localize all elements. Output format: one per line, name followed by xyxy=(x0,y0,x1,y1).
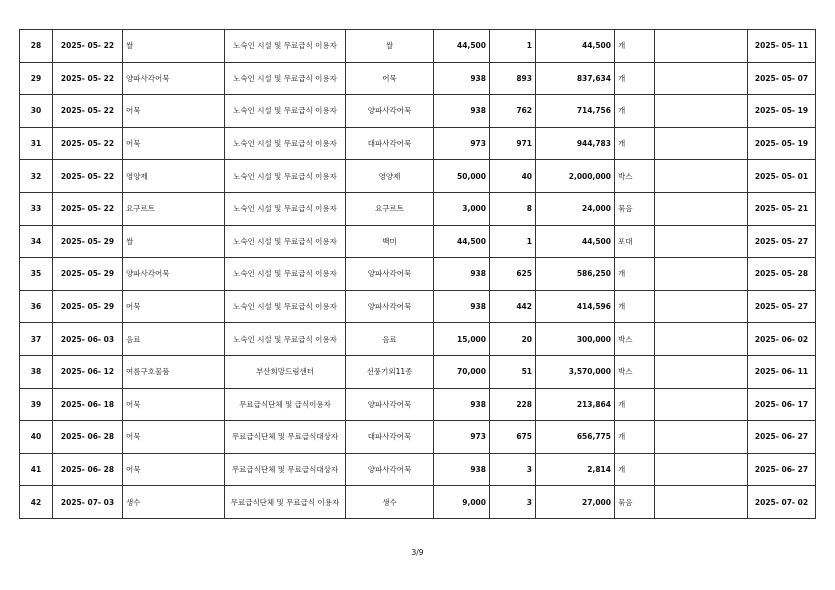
note-cell xyxy=(655,160,748,193)
note-cell xyxy=(655,258,748,291)
item-category-cell: 어묵 xyxy=(123,95,225,128)
note-cell xyxy=(655,192,748,225)
total-amount-cell: 586,250 xyxy=(536,258,615,291)
unit-price-cell: 9,000 xyxy=(434,486,490,519)
unit-cell: 개 xyxy=(615,388,655,421)
item-name-cell: 음료 xyxy=(346,323,434,356)
recipient-cell: 무료급식단체 및 무료급식대상자 xyxy=(225,453,346,486)
page-number: 3/9 xyxy=(411,548,424,557)
quantity-cell: 1 xyxy=(490,30,536,63)
unit-cell: 개 xyxy=(615,258,655,291)
row-number-cell: 40 xyxy=(20,421,53,454)
item-name-cell: 생수 xyxy=(346,486,434,519)
quantity-cell: 20 xyxy=(490,323,536,356)
total-amount-cell: 714,756 xyxy=(536,95,615,128)
distribution-date-cell: 2025- 05- 29 xyxy=(53,225,123,258)
table-row xyxy=(20,127,816,160)
recipient-cell: 노숙인 시설 및 무료급식 이용자 xyxy=(225,127,346,160)
unit-cell: 개 xyxy=(615,453,655,486)
unit-price-cell: 938 xyxy=(434,388,490,421)
quantity-cell: 8 xyxy=(490,192,536,225)
unit-price-cell: 50,000 xyxy=(434,160,490,193)
distribution-date-cell: 2025- 05- 22 xyxy=(53,192,123,225)
note-cell xyxy=(655,486,748,519)
note-cell xyxy=(655,388,748,421)
total-amount-cell: 656,775 xyxy=(536,421,615,454)
table-body xyxy=(20,30,816,519)
quantity-cell: 1 xyxy=(490,225,536,258)
receipt-date-cell: 2025- 06- 02 xyxy=(748,323,816,356)
distribution-date-cell: 2025- 07- 03 xyxy=(53,486,123,519)
receipt-date-cell: 2025- 05- 27 xyxy=(748,290,816,323)
item-category-cell: 양파사각어묵 xyxy=(123,62,225,95)
table-row xyxy=(20,192,816,225)
unit-cell: 묶음 xyxy=(615,486,655,519)
distribution-date-cell: 2025- 05- 22 xyxy=(53,160,123,193)
total-amount-cell: 44,500 xyxy=(536,30,615,63)
row-number-cell: 35 xyxy=(20,258,53,291)
receipt-date-cell: 2025- 05- 07 xyxy=(748,62,816,95)
distribution-date-cell: 2025- 05- 22 xyxy=(53,62,123,95)
unit-price-cell: 938 xyxy=(434,453,490,486)
recipient-cell: 노숙인 시설 및 무료급식 이용자 xyxy=(225,290,346,323)
quantity-cell: 971 xyxy=(490,127,536,160)
quantity-cell: 228 xyxy=(490,388,536,421)
unit-cell: 묶음 xyxy=(615,192,655,225)
distribution-date-cell: 2025- 05- 22 xyxy=(53,127,123,160)
note-cell xyxy=(655,290,748,323)
unit-price-cell: 938 xyxy=(434,290,490,323)
unit-cell: 개 xyxy=(615,127,655,160)
item-category-cell: 어묵 xyxy=(123,290,225,323)
note-cell xyxy=(655,127,748,160)
table-row xyxy=(20,160,816,193)
unit-cell: 개 xyxy=(615,290,655,323)
unit-price-cell: 938 xyxy=(434,95,490,128)
table-row xyxy=(20,290,816,323)
item-category-cell: 어묵 xyxy=(123,127,225,160)
recipient-cell: 부산희망드림센터 xyxy=(225,355,346,388)
recipient-cell: 노숙인 시설 및 무료급식 이용자 xyxy=(225,160,346,193)
row-number-cell: 33 xyxy=(20,192,53,225)
item-name-cell: 양파사각어묵 xyxy=(346,95,434,128)
table-row xyxy=(20,355,816,388)
note-cell xyxy=(655,95,748,128)
item-name-cell: 대파사각어묵 xyxy=(346,421,434,454)
item-category-cell: 쌀 xyxy=(123,30,225,63)
donation-table xyxy=(19,29,816,519)
unit-price-cell: 44,500 xyxy=(434,225,490,258)
receipt-date-cell: 2025- 05- 21 xyxy=(748,192,816,225)
receipt-date-cell: 2025- 05- 01 xyxy=(748,160,816,193)
item-category-cell: 여름구호물품 xyxy=(123,355,225,388)
table-row xyxy=(20,486,816,519)
quantity-cell: 762 xyxy=(490,95,536,128)
row-number-cell: 36 xyxy=(20,290,53,323)
total-amount-cell: 300,000 xyxy=(536,323,615,356)
row-number-cell: 38 xyxy=(20,355,53,388)
note-cell xyxy=(655,421,748,454)
unit-price-cell: 15,000 xyxy=(434,323,490,356)
item-category-cell: 생수 xyxy=(123,486,225,519)
distribution-date-cell: 2025- 05- 29 xyxy=(53,258,123,291)
item-category-cell: 어묵 xyxy=(123,453,225,486)
total-amount-cell: 27,000 xyxy=(536,486,615,519)
distribution-date-cell: 2025- 06- 28 xyxy=(53,453,123,486)
table-row xyxy=(20,388,816,421)
distribution-date-cell: 2025- 05- 22 xyxy=(53,30,123,63)
item-name-cell: 백미 xyxy=(346,225,434,258)
recipient-cell: 노숙인 시설 및 무료급식 이용자 xyxy=(225,225,346,258)
total-amount-cell: 24,000 xyxy=(536,192,615,225)
note-cell xyxy=(655,453,748,486)
note-cell xyxy=(655,323,748,356)
total-amount-cell: 44,500 xyxy=(536,225,615,258)
quantity-cell: 51 xyxy=(490,355,536,388)
item-name-cell: 양파사각어묵 xyxy=(346,258,434,291)
recipient-cell: 무료급식단체 및 급식이용자 xyxy=(225,388,346,421)
receipt-date-cell: 2025- 06- 11 xyxy=(748,355,816,388)
receipt-date-cell: 2025- 06- 27 xyxy=(748,453,816,486)
receipt-date-cell: 2025- 05- 28 xyxy=(748,258,816,291)
total-amount-cell: 3,570,000 xyxy=(536,355,615,388)
distribution-date-cell: 2025- 06- 18 xyxy=(53,388,123,421)
row-number-cell: 29 xyxy=(20,62,53,95)
item-category-cell: 영양제 xyxy=(123,160,225,193)
recipient-cell: 노숙인 시설 및 무료급식 이용자 xyxy=(225,192,346,225)
item-category-cell: 어묵 xyxy=(123,388,225,421)
unit-price-cell: 44,500 xyxy=(434,30,490,63)
row-number-cell: 31 xyxy=(20,127,53,160)
recipient-cell: 노숙인 시설 및 무료급식 이용자 xyxy=(225,323,346,356)
recipient-cell: 노숙인 시설 및 무료급식 이용자 xyxy=(225,62,346,95)
note-cell xyxy=(655,30,748,63)
item-name-cell: 영양제 xyxy=(346,160,434,193)
row-number-cell: 32 xyxy=(20,160,53,193)
item-name-cell: 대파사각어묵 xyxy=(346,127,434,160)
receipt-date-cell: 2025- 05- 19 xyxy=(748,127,816,160)
total-amount-cell: 414,596 xyxy=(536,290,615,323)
total-amount-cell: 213,864 xyxy=(536,388,615,421)
recipient-cell: 무료급식단체 및 무료급식대상자 xyxy=(225,421,346,454)
receipt-date-cell: 2025- 05- 27 xyxy=(748,225,816,258)
distribution-date-cell: 2025- 06- 12 xyxy=(53,355,123,388)
quantity-cell: 675 xyxy=(490,421,536,454)
quantity-cell: 3 xyxy=(490,453,536,486)
table-row xyxy=(20,62,816,95)
unit-cell: 박스 xyxy=(615,323,655,356)
item-name-cell: 요구르트 xyxy=(346,192,434,225)
item-name-cell: 양파사각어묵 xyxy=(346,453,434,486)
unit-price-cell: 3,000 xyxy=(434,192,490,225)
total-amount-cell: 2,814 xyxy=(536,453,615,486)
recipient-cell: 노숙인 시설 및 무료급식 이용자 xyxy=(225,30,346,63)
row-number-cell: 37 xyxy=(20,323,53,356)
receipt-date-cell: 2025- 05- 19 xyxy=(748,95,816,128)
unit-cell: 개 xyxy=(615,95,655,128)
unit-cell: 박스 xyxy=(615,160,655,193)
unit-cell: 개 xyxy=(615,62,655,95)
table-row xyxy=(20,30,816,63)
note-cell xyxy=(655,355,748,388)
item-name-cell: 쌀 xyxy=(346,30,434,63)
receipt-date-cell: 2025- 05- 11 xyxy=(748,30,816,63)
row-number-cell: 39 xyxy=(20,388,53,421)
item-name-cell: 양파사각어묵 xyxy=(346,290,434,323)
table-row xyxy=(20,421,816,454)
item-category-cell: 음료 xyxy=(123,323,225,356)
quantity-cell: 40 xyxy=(490,160,536,193)
unit-price-cell: 973 xyxy=(434,421,490,454)
item-category-cell: 쌀 xyxy=(123,225,225,258)
receipt-date-cell: 2025- 06- 27 xyxy=(748,421,816,454)
distribution-date-cell: 2025- 06- 28 xyxy=(53,421,123,454)
total-amount-cell: 944,783 xyxy=(536,127,615,160)
row-number-cell: 41 xyxy=(20,453,53,486)
table-row xyxy=(20,95,816,128)
recipient-cell: 노숙인 시설 및 무료급식 이용자 xyxy=(225,258,346,291)
item-category-cell: 요구르트 xyxy=(123,192,225,225)
item-name-cell: 선풍기외11종 xyxy=(346,355,434,388)
row-number-cell: 28 xyxy=(20,30,53,63)
row-number-cell: 34 xyxy=(20,225,53,258)
unit-price-cell: 938 xyxy=(434,62,490,95)
recipient-cell: 노숙인 시설 및 무료급식 이용자 xyxy=(225,95,346,128)
item-name-cell: 어묵 xyxy=(346,62,434,95)
note-cell xyxy=(655,62,748,95)
quantity-cell: 3 xyxy=(490,486,536,519)
unit-cell: 포대 xyxy=(615,225,655,258)
item-category-cell: 양파사각어묵 xyxy=(123,258,225,291)
unit-price-cell: 973 xyxy=(434,127,490,160)
table-row xyxy=(20,225,816,258)
quantity-cell: 625 xyxy=(490,258,536,291)
row-number-cell: 30 xyxy=(20,95,53,128)
table-row xyxy=(20,323,816,356)
item-category-cell: 어묵 xyxy=(123,421,225,454)
distribution-date-cell: 2025- 05- 29 xyxy=(53,290,123,323)
unit-cell: 박스 xyxy=(615,355,655,388)
quantity-cell: 442 xyxy=(490,290,536,323)
distribution-date-cell: 2025- 05- 22 xyxy=(53,95,123,128)
unit-price-cell: 70,000 xyxy=(434,355,490,388)
table-row xyxy=(20,258,816,291)
table-row xyxy=(20,453,816,486)
recipient-cell: 무료급식단체 및 무료급식 이용자 xyxy=(225,486,346,519)
unit-cell: 개 xyxy=(615,421,655,454)
unit-cell: 개 xyxy=(615,30,655,63)
total-amount-cell: 2,000,000 xyxy=(536,160,615,193)
distribution-date-cell: 2025- 06- 03 xyxy=(53,323,123,356)
unit-price-cell: 938 xyxy=(434,258,490,291)
item-name-cell: 양파사각어묵 xyxy=(346,388,434,421)
receipt-date-cell: 2025- 06- 17 xyxy=(748,388,816,421)
quantity-cell: 893 xyxy=(490,62,536,95)
total-amount-cell: 837,634 xyxy=(536,62,615,95)
receipt-date-cell: 2025- 07- 02 xyxy=(748,486,816,519)
note-cell xyxy=(655,225,748,258)
row-number-cell: 42 xyxy=(20,486,53,519)
